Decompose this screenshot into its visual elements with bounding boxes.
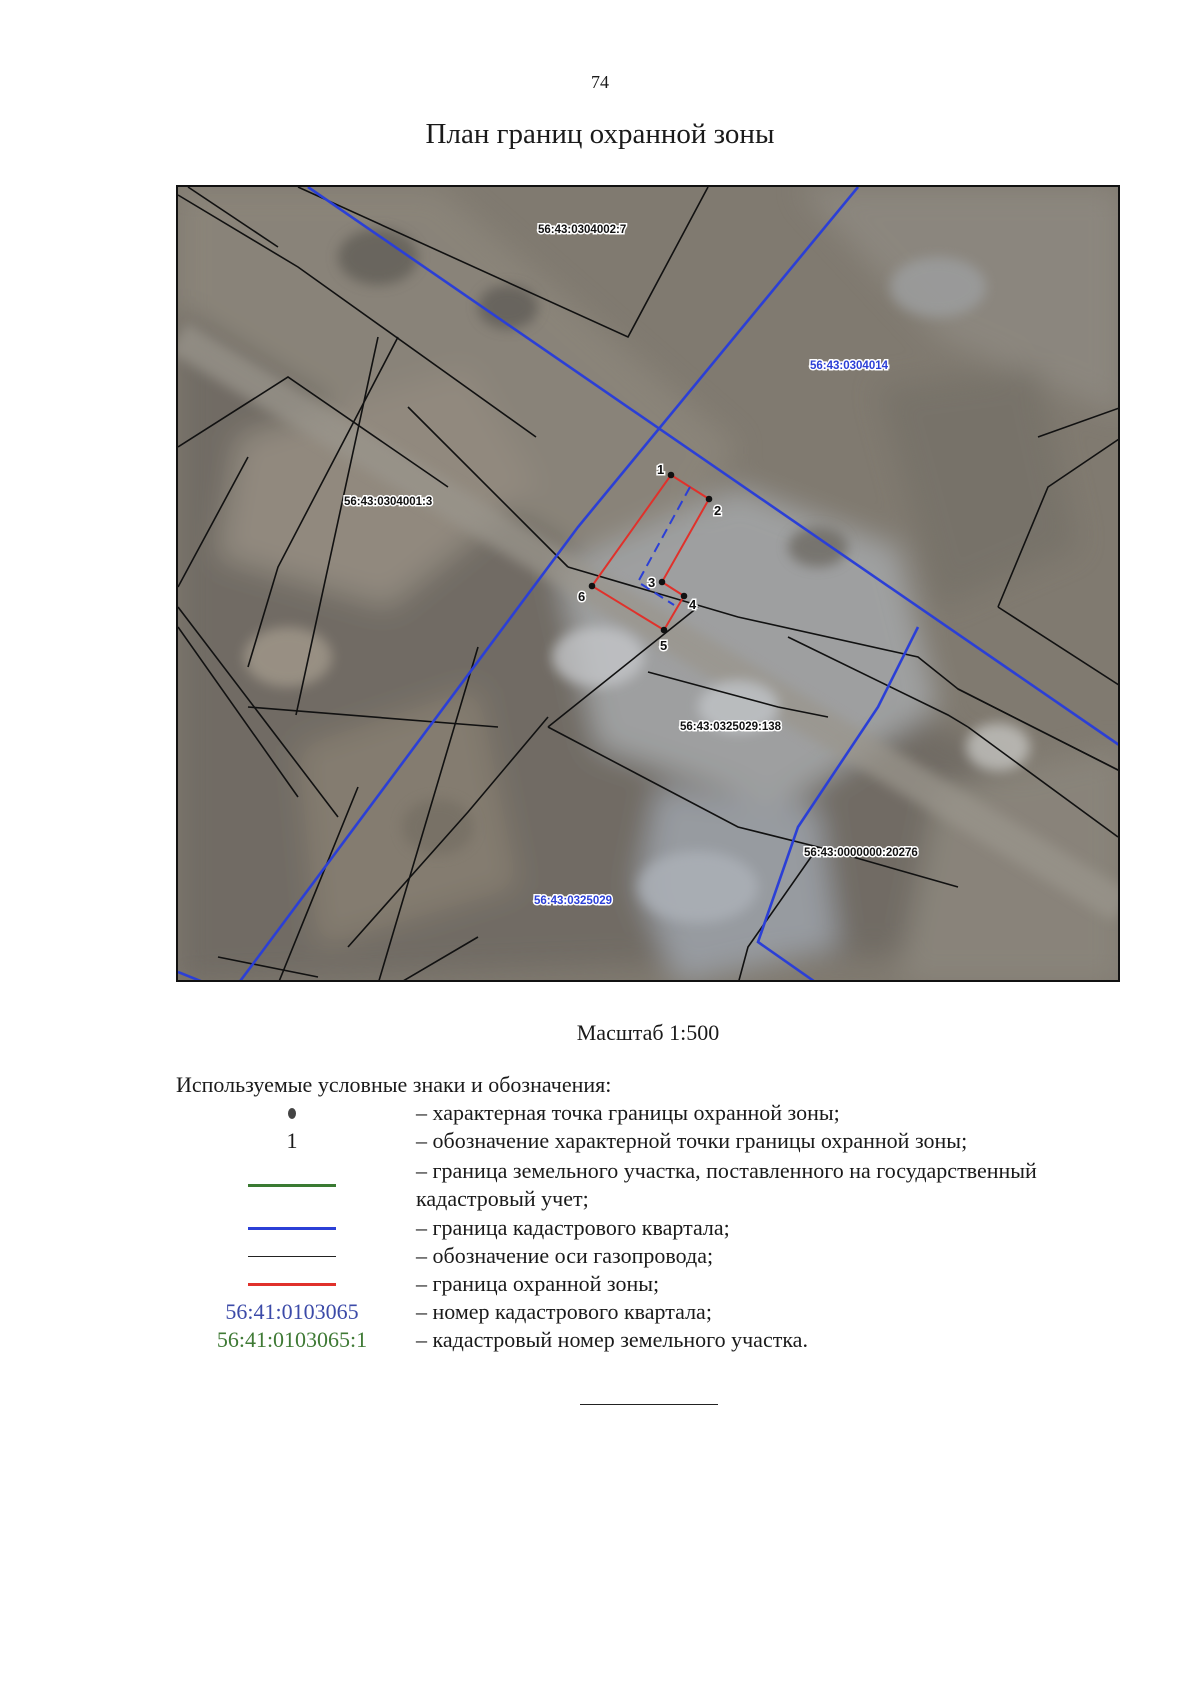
- point-label-2: 2: [714, 503, 722, 518]
- page-title: План границ охранной зоны: [425, 118, 775, 150]
- boundary-point-6: [589, 583, 596, 590]
- legend-item-parcel-number: 56:41:0103065:1 – кадастровый номер земельного участка.: [216, 1327, 808, 1352]
- legend-item-quarter-boundary: – граница кадастрового квартала;: [176, 1215, 1176, 1241]
- boundary-point-4: [681, 593, 688, 600]
- map-canvas: [178, 187, 1120, 982]
- label-parcel-center: 56:43:0325029:138: [680, 721, 782, 733]
- legend-item-quarter-number: 56:41:0103065 – номер кадастрового квартала;: [225, 1299, 712, 1324]
- point-label-1: 1: [657, 462, 665, 477]
- label-parcel-left: 56:43:0304001:3: [344, 496, 433, 508]
- label-quarter-top-right: 56:43:0304014: [810, 360, 889, 372]
- label-parcel-bottom-right: 56:43:0000000:20276: [804, 847, 918, 859]
- page-number: 74: [591, 72, 609, 92]
- boundary-point-5: [661, 627, 668, 634]
- legend-item-point-label: 1 – обозначение характерной точки границы охранной зоны;: [286, 1128, 968, 1153]
- black-line-icon: [248, 1256, 336, 1257]
- green-line-icon: [248, 1184, 336, 1187]
- point-label-6: 6: [578, 589, 586, 604]
- label-parcel-top: 56:43:0304002:7: [538, 224, 627, 236]
- legend-heading: Используемые условные знаки и обозначения:: [176, 1072, 612, 1097]
- red-line-icon: [248, 1283, 336, 1286]
- point-symbol-icon: [288, 1108, 296, 1119]
- boundary-point-2: [706, 496, 713, 503]
- label-quarter-bottom-left: 56:43:0325029: [534, 895, 613, 907]
- legend-item-protection-zone: – граница охранной зоны;: [176, 1271, 1176, 1297]
- legend-item-point: – характерная точка границы охранной зоны;: [176, 1100, 1176, 1126]
- point-label-5: 5: [660, 638, 668, 653]
- legend-item-gas-axis: – обозначение оси газопровода;: [176, 1243, 1176, 1269]
- cadastral-map[interactable]: [176, 185, 1120, 982]
- map-scale: Масштаб 1:500: [576, 1020, 720, 1045]
- point-label-3: 3: [648, 575, 656, 590]
- boundary-point-3: [659, 579, 666, 586]
- legend-item-parcel-boundary: – граница земельного участка, поставленного на государственный кадастровый учет;: [176, 1157, 1176, 1213]
- point-label-4: 4: [689, 597, 697, 612]
- boundary-point-1: [668, 472, 675, 479]
- end-divider: [580, 1404, 718, 1405]
- blue-line-icon: [248, 1227, 336, 1230]
